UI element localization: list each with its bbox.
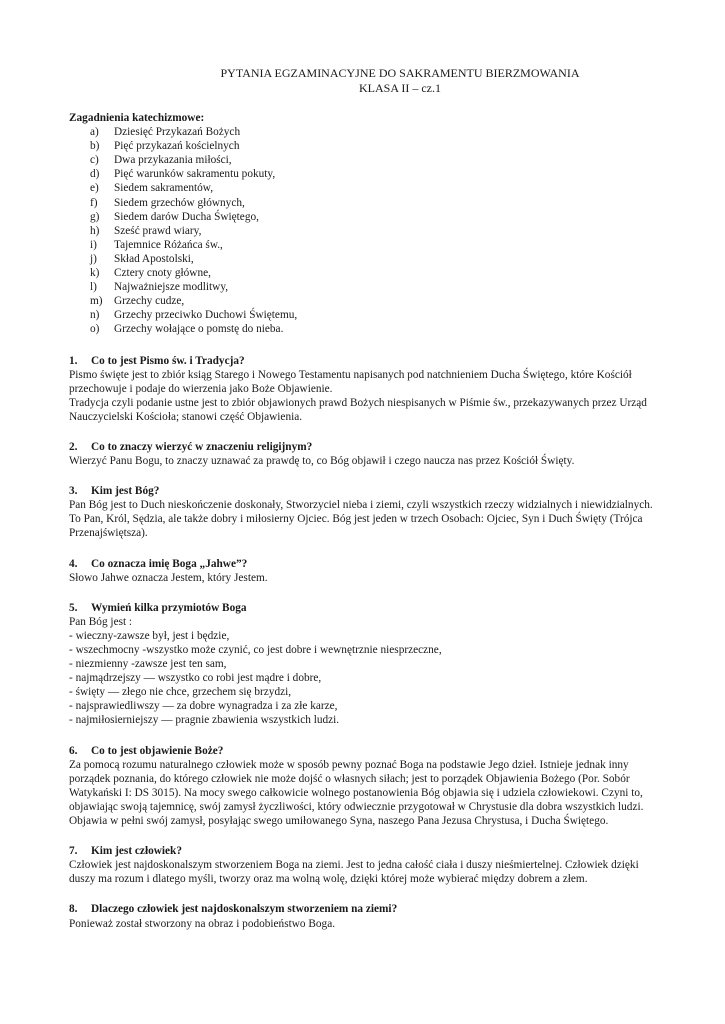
list-item (90, 294, 667, 308)
list-marker: k) (90, 267, 100, 280)
list-item (90, 238, 667, 252)
list-item: - wieczny-zawsze był, jest i będzie, (69, 629, 230, 642)
list-item (90, 252, 667, 266)
list-item-text: Dwa przykazania miłości, (114, 154, 232, 167)
list-item-text: Pięć przykazań kościelnych (114, 140, 240, 153)
answer-paragraph: Ponieważ został stworzony na obraz i podobieństwo Boga. (69, 917, 336, 930)
list-marker: d) (90, 168, 100, 181)
list-marker: l) (90, 281, 97, 294)
list-item-text: Siedem sakramentów, (114, 182, 214, 195)
list-item: - najmądrzejszy — wszystko co robi jest mądre i dobre, (69, 672, 322, 685)
answer-paragraph: Słowo Jahwe oznacza Jestem, który Jestem. (69, 571, 268, 584)
list-item-text: Cztery cnoty główne, (114, 267, 211, 280)
list-item: - wszechmocny -wszystko może czynić, co jest dobre i wewnętrznie niesprzeczne, (69, 644, 442, 656)
question-8 (69, 902, 667, 930)
list-marker: o) (90, 323, 100, 336)
list-marker: i) (90, 238, 97, 251)
list-marker: g) (90, 210, 100, 223)
title-line-1: PYTANIA EGZAMINACYJNE DO SAKRAMENTU BIERZMOWANIA (220, 66, 580, 80)
question-number: 2. (69, 440, 78, 453)
answer-paragraph: Wierzyć Panu Bogu, to znaczy uznawać za prawdę to, co Bóg objawił i czego naucza nas przez Kościół Święty. (69, 455, 575, 468)
question-text: Dlaczego człowiek jest najdoskonalszym stworzeniem na ziemi? (91, 903, 398, 916)
list-item (90, 266, 667, 280)
list-item-text: Sześć prawd wiary, (114, 224, 202, 237)
question-heading (69, 902, 667, 916)
question-6 (69, 744, 667, 829)
list-item (90, 280, 667, 294)
list-marker: e) (90, 182, 99, 195)
list-item-text: Pięć warunków sakramentu pokuty, (114, 168, 276, 181)
list-item (90, 181, 667, 195)
list-item (90, 210, 667, 224)
question-heading (69, 354, 667, 368)
list-item (90, 153, 667, 167)
question-number: 8. (69, 903, 78, 916)
answer-paragraph: Za pomocą rozumu naturalnego człowiek może w sposób pewny poznać Boga na podstawie Jego dzieł. Istnieje jednak inny porządek poznania, do którego człowiek nie może dojść o własnych siłach; jest to porządek Objawienia Bożego (Por. Sobór Watykański I: DS 3015). Na mocy swego całkowicie wolnego postanowienia Bóg objawia się i udziela człowiekowi. Czyni to, objawiając swoją tajemnicę, swój zamysł życzliwości, który odwiecznie przygotował w Chrystusie dla dobra wszystkich ludzi. Objawia w pełni swój zamysł, posyłając swego umiłowanego Syna, naszego Pana Jezusa Chrystusa, i Ducha Świętego. (69, 758, 644, 828)
list-item-text: Siedem grzechów głównych, (114, 196, 245, 209)
question-heading (69, 440, 667, 454)
list-marker: h) (90, 224, 100, 237)
list-item: - najmiłosierniejszy — pragnie zbawienia wszystkich ludzi. (69, 714, 340, 727)
list-marker: n) (90, 309, 100, 322)
attributes-list (69, 629, 667, 728)
document-title (133, 66, 667, 95)
question-heading (69, 484, 667, 498)
list-item (90, 308, 667, 322)
question-4 (69, 557, 667, 585)
question-text: Co to znaczy wierzyć w znaczeniu religijnym? (91, 440, 313, 453)
list-item: - święty — złego nie chce, grzechem się brzydzi, (69, 686, 292, 699)
list-item-text: Grzechy cudze, (114, 295, 185, 308)
question-3 (69, 484, 667, 540)
list-item: - najsprawiedliwszy — za dobre wynagradza i za złe karze, (69, 700, 338, 713)
topics-list (69, 125, 667, 336)
question-number: 7. (69, 845, 78, 858)
question-number: 3. (69, 485, 78, 498)
question-2 (69, 440, 667, 468)
question-text: Co to jest objawienie Boże? (91, 744, 224, 757)
list-item (90, 224, 667, 238)
question-number: 1. (69, 354, 78, 367)
list-item-text: Grzechy przeciwko Duchowi Świętemu, (114, 309, 298, 322)
question-heading (69, 844, 667, 858)
list-item (90, 139, 667, 153)
question-text: Co oznacza imię Boga „Jahwe”? (91, 557, 248, 570)
question-text: Kim jest Bóg? (91, 485, 160, 498)
answer-paragraph: Tradycja czyli podanie ustne jest to zbiór objawionych prawd Bożych niespisanych w Piśmie św., przekazywanych przez Urząd Nauczycielski Kościoła; stanowi część Objawienia. (69, 396, 647, 423)
list-marker: j) (90, 252, 97, 265)
list-item-text: Grzechy wołające o pomstę do nieba. (114, 323, 284, 336)
question-heading (69, 557, 667, 571)
list-item (90, 167, 667, 181)
answer-paragraph: Pan Bóg jest to Duch nieskończenie doskonały, Stworzyciel nieba i ziemi, czyli wszystkich rzeczy widzialnych i niewidzialnych. To Pan, Król, Sędzia, ale także dobry i miłosierny Ojciec. Bóg jest jeden w trzech Osobach: Ojciec, Syn i Duch Święty (Trójca Przenajświętsza). (69, 499, 653, 540)
question-heading (69, 744, 667, 758)
list-item-text: Skład Apostolski, (114, 252, 194, 265)
list-marker: a) (90, 126, 99, 139)
list-item (90, 125, 667, 139)
question-text: Kim jest człowiek? (91, 845, 182, 858)
question-text: Co to jest Pismo św. i Tradycja? (91, 354, 245, 367)
list-marker: f) (90, 196, 98, 209)
question-1 (69, 354, 667, 424)
answer-intro: Pan Bóg jest : (69, 615, 133, 628)
list-marker: b) (90, 140, 100, 153)
list-item-text: Siedem darów Ducha Świętego, (114, 210, 259, 223)
list-item-text: Najważniejsze modlitwy, (114, 281, 229, 294)
question-7 (69, 844, 667, 886)
question-5 (69, 601, 667, 728)
list-marker: m) (90, 295, 103, 308)
question-heading (69, 601, 667, 615)
question-text: Wymień kilka przymiotów Boga (91, 601, 247, 614)
list-item: - niezmienny -zawsze jest ten sam, (69, 658, 227, 671)
answer-paragraph: Człowiek jest najdoskonalszym stworzeniem Boga na ziemi. Jest to jedna całość ciała i duszy nieśmiertelnej. Człowiek dzięki duszy ma rozum i dlatego myśli, tworzy oraz ma wolną wolę, dzięki której może wybierać między dobrem a złem. (69, 859, 639, 886)
list-item (90, 196, 667, 210)
question-number: 5. (69, 601, 78, 614)
question-number: 6. (69, 744, 78, 757)
title-line-2: KLASA II – cz.1 (359, 80, 441, 95)
list-item-text: Dziesięć Przykazań Bożych (114, 126, 241, 139)
question-number: 4. (69, 557, 78, 570)
list-item (90, 322, 667, 336)
list-item-text: Tajemnice Różańca św., (114, 238, 223, 251)
answer-paragraph: Pismo święte jest to zbiór ksiąg Starego i Nowego Testamentu napisanych pod natchnieniem Ducha Świętego, które Kościół przechowuje i podaje do wierzenia jako Boże Objawienie. (69, 368, 632, 395)
topics-heading: Zagadnienia katechizmowe: (69, 112, 205, 124)
list-marker: c) (90, 154, 99, 167)
